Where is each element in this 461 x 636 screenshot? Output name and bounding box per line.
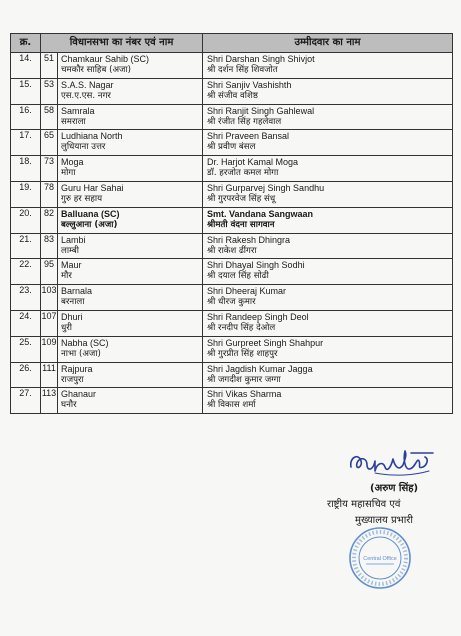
row-constituency (58, 53, 203, 79)
row-candidate (203, 53, 453, 79)
table-header (11, 34, 453, 53)
table-row (11, 181, 453, 207)
constituency-name-hi: मौर (61, 271, 72, 282)
candidate-name-hi: डॉ. हरजोत कमल मोगा (207, 168, 279, 179)
candidate-name-en: Shri Gurparvej Singh Sandhu (207, 182, 325, 193)
row-serial: 14. (11, 53, 41, 79)
candidate-name-hi: श्री गुरपरवेज सिंह संधू (207, 193, 276, 204)
row-constituency (58, 336, 203, 362)
constituency-name-hi: चमकौर साहिब (अजा) (61, 65, 132, 75)
row-constituency-number: 109 (41, 336, 58, 362)
candidate-name-hi: श्री गुरप्रीत सिंह शाहपुर (207, 348, 278, 359)
row-constituency (58, 388, 203, 414)
seal-text: Central Office (363, 556, 397, 562)
constituency-name-en: Chamkaur Sahib (SC) (61, 54, 150, 64)
candidate-name-en: Smt. Vandana Sangwaan (207, 208, 314, 219)
signature (345, 447, 440, 482)
candidate-name-en: Shri Jagdish Kumar Jagga (207, 363, 313, 374)
constituency-name-hi: राजपुरा (61, 374, 84, 385)
signatory-designation: राष्ट्रीय महासचिव एवं (327, 499, 401, 510)
candidate-name-hi: श्री दयाल सिंह सोढी (207, 271, 269, 282)
row-constituency (58, 259, 203, 285)
row-constituency-number: 107 (41, 310, 58, 336)
row-serial: 22. (11, 259, 41, 285)
row-constituency-number: 58 (41, 104, 58, 130)
constituency-name-en: Balluana (SC) (61, 208, 120, 219)
constituency-name-en: Guru Har Sahai (61, 182, 124, 193)
table-row (11, 388, 453, 414)
row-candidate (203, 259, 453, 285)
table-row (11, 336, 453, 362)
candidate-name-en: Shri Dhayal Singh Sodhi (207, 260, 305, 271)
table-row (11, 233, 453, 259)
row-serial: 25. (11, 336, 41, 362)
row-constituency-number: 78 (41, 181, 58, 207)
row-serial: 24. (11, 310, 41, 336)
row-candidate (203, 285, 453, 311)
constituency-name-hi: बल्लुआना (अजा) (61, 219, 118, 230)
row-serial: 20. (11, 207, 41, 233)
signatory-office: मुख्यालय प्रभारी (355, 515, 413, 526)
constituency-name-en: Maur (61, 260, 82, 271)
constituency-name-en: Ghanaur (61, 389, 97, 400)
signatory-name: (अरुण सिंह) (370, 483, 419, 494)
candidate-name-hi: श्री रंजीत सिंह गहलेवाल (207, 116, 282, 127)
table-row (11, 207, 453, 233)
row-serial: 18. (11, 156, 41, 182)
candidate-name-en: Shri Ranjit Singh Gahlewal (207, 105, 315, 116)
header-constituency: विधानसभा का नंबर एवं नाम (41, 34, 203, 53)
row-serial: 27. (11, 388, 41, 414)
candidate-name-en: Dr. Harjot Kamal Moga (207, 157, 299, 168)
candidate-name-hi: श्री प्रवीण बंसल (207, 142, 256, 153)
constituency-name-en: Rajpura (61, 363, 93, 374)
row-constituency-number: 111 (41, 362, 58, 388)
row-candidate (203, 207, 453, 233)
row-constituency-number: 51 (41, 53, 58, 79)
row-constituency (58, 310, 203, 336)
constituency-name-hi: मोगा (61, 168, 76, 179)
row-candidate (203, 310, 453, 336)
row-candidate (203, 233, 453, 259)
table-row (11, 285, 453, 311)
row-serial: 15. (11, 78, 41, 104)
row-serial: 16. (11, 104, 41, 130)
candidate-name-hi: श्री रनदीप सिंह देओल (207, 322, 276, 333)
constituency-name-hi: लुधियाना उत्तर (61, 142, 106, 153)
row-constituency (58, 207, 203, 233)
row-candidate (203, 388, 453, 414)
row-constituency (58, 78, 203, 104)
row-serial: 17. (11, 130, 41, 156)
stamp-icon (348, 526, 412, 590)
candidate-name-en: Shri Rakesh Dhingra (207, 234, 291, 245)
row-constituency (58, 285, 203, 311)
candidate-name-en: Shri Darshan Singh Shivjot (207, 54, 315, 64)
candidate-name-en: Shri Praveen Bansal (207, 131, 290, 142)
constituency-name-en: Dhuri (61, 311, 83, 322)
candidate-table (10, 33, 453, 414)
row-constituency-number: 73 (41, 156, 58, 182)
row-constituency (58, 181, 203, 207)
candidate-name-hi: श्री धीरज कुमार (207, 297, 256, 308)
table-row (11, 310, 453, 336)
table-row (11, 362, 453, 388)
table-body (11, 53, 453, 414)
candidate-name-en: Shri Vikas Sharma (207, 389, 282, 400)
row-constituency-number: 82 (41, 207, 58, 233)
candidate-name-en: Shri Randeep Singh Deol (207, 311, 309, 322)
constituency-name-hi: लाम्बी (61, 245, 79, 256)
row-candidate (203, 156, 453, 182)
row-constituency (58, 104, 203, 130)
table-row (11, 156, 453, 182)
candidate-name-hi: श्री विकास शर्मा (207, 400, 256, 411)
constituency-name-en: Ludhiana North (61, 131, 123, 142)
row-constituency-number: 95 (41, 259, 58, 285)
constituency-name-en: Moga (61, 157, 84, 168)
row-candidate (203, 130, 453, 156)
constituency-name-hi: बरनाला (61, 297, 85, 308)
row-constituency-number: 83 (41, 233, 58, 259)
constituency-name-hi: घनौर (61, 400, 77, 411)
constituency-name-en: Lambi (61, 234, 86, 245)
row-serial: 23. (11, 285, 41, 311)
row-serial: 21. (11, 233, 41, 259)
candidate-name-hi: श्रीमती वंदना सागवान (207, 219, 275, 230)
table-row (11, 104, 453, 130)
candidate-name-en: Shri Gurpreet Singh Shahpur (207, 337, 324, 348)
table-row (11, 130, 453, 156)
table-row (11, 78, 453, 104)
header-candidate: उम्मीदवार का नाम (203, 34, 453, 53)
row-constituency (58, 156, 203, 182)
row-constituency-number: 113 (41, 388, 58, 414)
candidate-name-hi: श्री राकेश ढींगरा (207, 245, 257, 256)
candidate-name-en: Shri Sanjiv Vashishth (207, 79, 292, 90)
candidate-name-hi: श्री संजीव वशिष्ठ (207, 90, 258, 101)
row-candidate (203, 336, 453, 362)
constituency-name-en: S.A.S. Nagar (61, 79, 114, 90)
constituency-name-en: Barnala (61, 286, 93, 297)
row-serial: 19. (11, 181, 41, 207)
row-candidate (203, 78, 453, 104)
row-constituency (58, 362, 203, 388)
candidate-name-hi: श्री जगदीश कुमार जग्गा (207, 374, 281, 385)
row-constituency-number: 103 (41, 285, 58, 311)
row-candidate (203, 181, 453, 207)
table-row (11, 53, 453, 79)
constituency-name-en: Samrala (61, 105, 95, 116)
constituency-name-hi: एस.ए.एस. नगर (61, 90, 111, 101)
row-constituency (58, 130, 203, 156)
candidate-name-en: Shri Dheeraj Kumar (207, 286, 287, 297)
constituency-name-hi: समराला (61, 116, 86, 127)
constituency-name-hi: नाभा (अजा) (61, 348, 101, 359)
row-candidate (203, 362, 453, 388)
constituency-name-en: Nabha (SC) (61, 337, 109, 348)
table-row (11, 259, 453, 285)
row-constituency-number: 53 (41, 78, 58, 104)
row-constituency (58, 233, 203, 259)
constituency-name-hi: धुरी (61, 322, 73, 333)
row-serial: 26. (11, 362, 41, 388)
row-constituency-number: 65 (41, 130, 58, 156)
constituency-name-hi: गुरु हर सहाय (61, 193, 103, 204)
candidate-name-hi: श्री दर्शन सिंह शिवजोत (207, 65, 278, 75)
header-serial: क्र. (11, 34, 41, 53)
row-candidate (203, 104, 453, 130)
